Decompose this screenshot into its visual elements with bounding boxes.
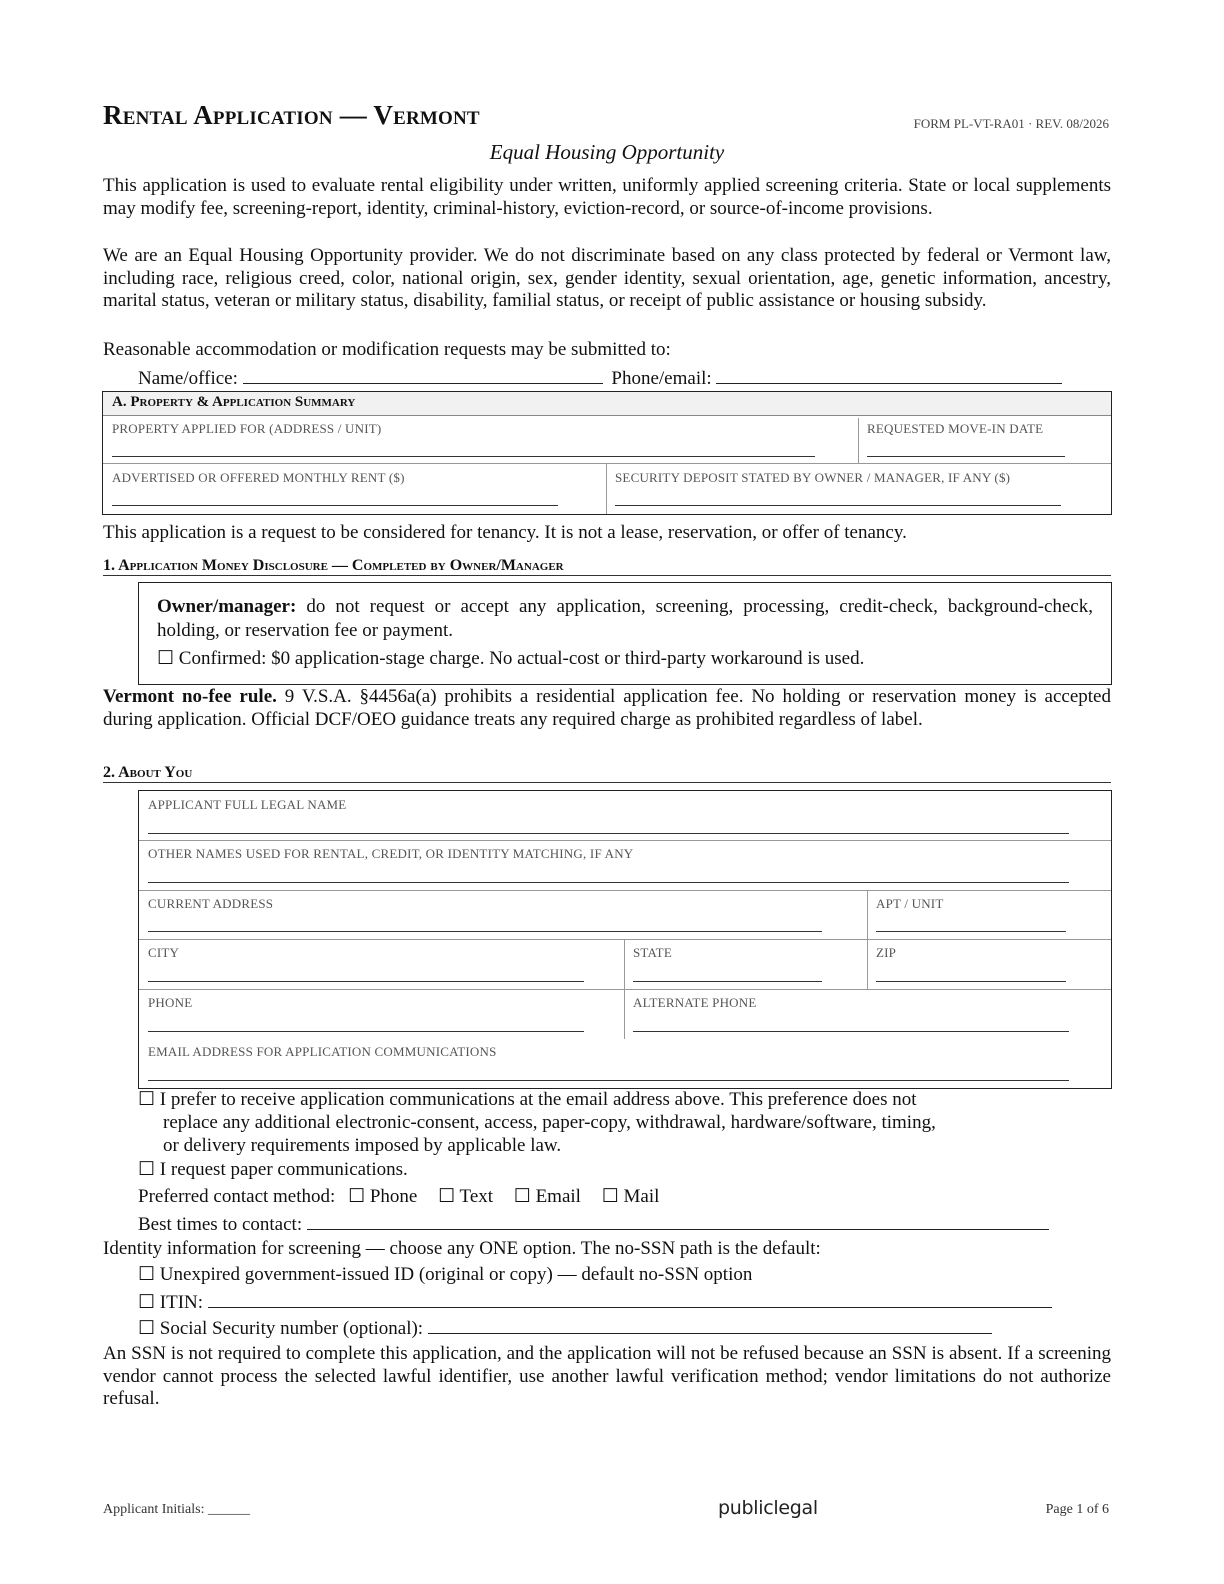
move-in-field[interactable] xyxy=(867,456,1065,457)
about-you-box xyxy=(138,790,1112,1089)
contact-option-mail[interactable]: ☐ Mail xyxy=(601,1186,660,1207)
property-field[interactable] xyxy=(112,456,815,457)
other-names-field[interactable] xyxy=(148,882,1069,883)
contact-method-row xyxy=(138,1186,659,1208)
apt-cell xyxy=(876,896,943,912)
email-label: EMAIL ADDRESS FOR APPLICATION COMMUNICATIONS xyxy=(148,1044,497,1059)
alt-phone-label: ALTERNATE PHONE xyxy=(633,995,757,1010)
full-name-label: APPLICANT FULL LEGAL NAME xyxy=(148,797,347,812)
vermont-rule-text: 9 V.S.A. §4456a(a) prohibits a residential application fee. No holding or reservation money is accepted during application. Official DCF/OEO guidance treats any required charge as prohibited regardless of label. xyxy=(103,686,1111,730)
deposit-label: SECURITY DEPOSIT STATED BY OWNER / MANAGER, IF ANY ($) xyxy=(615,470,1011,485)
address-field[interactable] xyxy=(148,931,822,932)
id-option-itin[interactable]: ☐ ITIN: xyxy=(138,1292,204,1313)
contact-option-phone[interactable]: ☐ Phone xyxy=(348,1186,418,1207)
id-option-ssn-row xyxy=(138,1316,992,1340)
city-field[interactable] xyxy=(148,981,584,982)
divider xyxy=(867,890,868,989)
section-a-heading: A. Property & Application Summary xyxy=(103,392,1111,416)
city-cell xyxy=(148,945,179,961)
form-subtitle: Equal Housing Opportunity xyxy=(489,140,725,164)
email-preference-line-3: or delivery requirements imposed by applicable law. xyxy=(163,1135,562,1156)
form-header xyxy=(103,100,1111,140)
phone-field[interactable] xyxy=(148,1031,584,1032)
applicant-initials[interactable]: Applicant Initials: ______ xyxy=(103,1502,250,1517)
owner-disclosure-box xyxy=(138,582,1112,685)
other-names-cell xyxy=(148,846,633,862)
email-preference-line-1: ☐ I prefer to receive application communications at the email address above. This preference does not xyxy=(138,1089,917,1110)
owner-label: Owner/manager: xyxy=(157,596,297,617)
owner-text: do not request or accept any application, screening, processing, credit-check, background-check, holding, or reservation fee or payment. xyxy=(157,596,1093,641)
full-name-field[interactable] xyxy=(148,833,1069,834)
page-number: Page 1 of 6 xyxy=(1045,1502,1109,1517)
phone-email-label: Phone/email: xyxy=(611,368,712,389)
apt-label: APT / UNIT xyxy=(876,896,944,911)
accommodation-contact-row xyxy=(138,366,1062,390)
divider xyxy=(103,463,1111,464)
id-option-ssn[interactable]: ☐ Social Security number (optional): xyxy=(138,1318,424,1339)
paper-communications-checkbox[interactable]: ☐ I request paper communications. xyxy=(138,1159,408,1180)
id-option-government[interactable]: ☐ Unexpired government-issued ID (original or copy) — default no-SSN option xyxy=(138,1264,753,1285)
phone-cell xyxy=(148,995,192,1011)
divider xyxy=(139,840,1111,841)
owner-disclosure-text xyxy=(157,595,1093,643)
divider xyxy=(139,939,1111,940)
rent-field[interactable] xyxy=(112,505,558,506)
contact-option-email[interactable]: ☐ Email xyxy=(513,1186,581,1207)
section-1-heading: 1. Application Money Disclosure — Completed by Owner/Manager xyxy=(103,557,1111,576)
move-in-cell xyxy=(867,421,1043,437)
vermont-rule-label: Vermont no-fee rule. xyxy=(103,686,277,707)
city-label: CITY xyxy=(148,945,180,960)
confirm-checkbox[interactable]: ☐ Confirmed: $0 application-stage charge. No actual-cost or third-party workaround is used. xyxy=(157,648,865,669)
property-summary-box xyxy=(102,391,1112,515)
divider xyxy=(606,463,607,514)
zip-label: ZIP xyxy=(876,945,897,960)
property-cell xyxy=(112,421,381,437)
id-option-itin-row xyxy=(138,1290,1052,1314)
address-cell xyxy=(148,896,273,912)
property-label: PROPERTY APPLIED FOR (ADDRESS / UNIT) xyxy=(112,421,382,436)
name-office-label: Name/office: xyxy=(138,368,238,389)
rent-label: ADVERTISED OR OFFERED MONTHLY RENT ($) xyxy=(112,470,405,485)
rent-cell xyxy=(112,470,405,486)
ssn-field[interactable] xyxy=(428,1316,992,1334)
alt-phone-field[interactable] xyxy=(633,1031,1069,1032)
other-names-label: OTHER NAMES USED FOR RENTAL, CREDIT, OR IDENTITY MATCHING, IF ANY xyxy=(148,846,634,861)
state-label: STATE xyxy=(633,945,672,960)
zip-cell xyxy=(876,945,896,961)
section-2-heading: 2. About You xyxy=(103,764,1111,783)
apt-field[interactable] xyxy=(876,931,1066,932)
state-cell xyxy=(633,945,672,961)
best-times-field[interactable] xyxy=(307,1212,1049,1230)
form-title: Rental Application — Vermont xyxy=(103,100,480,130)
email-preference-line-2: replace any additional electronic-consent, access, paper-copy, withdrawal, hardware/software, timing, xyxy=(163,1112,936,1133)
divider xyxy=(139,890,1111,891)
full-name-cell xyxy=(148,797,346,813)
contact-method-label: Preferred contact method: xyxy=(138,1186,336,1207)
zip-field[interactable] xyxy=(876,981,1066,982)
intro-paragraph-3: Reasonable accommodation or modification requests may be submitted to: xyxy=(103,339,671,360)
intro-paragraph-2: We are an Equal Housing Opportunity provider. We do not discriminate based on any class protected by federal or Vermont law, including race, religious creed, color, national origin, sex, gender identity, sexual orientation, age, genetic information, ancestry, marital status, veteran or military status, disability, familial status, or receipt of public assistance or housing subsidy. xyxy=(103,245,1111,311)
ssn-note: An SSN is not required to complete this application, and the application will not be refused because an SSN is absent. If a screening vendor cannot process the selected lawful identifier, use another lawful verification method; vendor limitations do not authorize refusal. xyxy=(103,1343,1111,1409)
address-label: CURRENT ADDRESS xyxy=(148,896,274,911)
move-in-label: REQUESTED MOVE-IN DATE xyxy=(867,421,1044,436)
phone-email-field[interactable] xyxy=(716,366,1062,384)
tenancy-note: This application is a request to be considered for tenancy. It is not a lease, reservation, or offer of tenancy. xyxy=(103,522,907,543)
itin-field[interactable] xyxy=(208,1290,1052,1308)
alt-phone-cell xyxy=(633,995,757,1011)
intro-paragraph-1: This application is used to evaluate rental eligibility under written, uniformly applied screening criteria. State or local supplements may modify fee, screening-report, identity, criminal-history, eviction-record, or source-of-income provisions. xyxy=(103,175,1111,219)
divider xyxy=(139,989,1111,990)
contact-option-text[interactable]: ☐ Text xyxy=(438,1186,494,1207)
name-office-field[interactable] xyxy=(243,366,603,384)
best-times-label: Best times to contact: xyxy=(138,1214,303,1235)
divider xyxy=(624,939,625,1039)
deposit-cell xyxy=(615,470,1010,486)
deposit-field[interactable] xyxy=(615,505,1061,506)
vermont-rule xyxy=(103,686,1111,731)
state-field[interactable] xyxy=(633,981,822,982)
divider xyxy=(858,418,859,463)
identity-intro: Identity information for screening — choose any ONE option. The no-SSN path is the default: xyxy=(103,1238,821,1259)
form-number: FORM PL-VT-RA01 · REV. 08/2026 xyxy=(913,116,1109,131)
publiclegal-logo: publiclegal xyxy=(718,1497,818,1519)
email-field[interactable] xyxy=(148,1080,1069,1081)
best-times-row xyxy=(138,1212,1049,1236)
email-preference-checkbox[interactable] xyxy=(138,1089,936,1157)
phone-label: PHONE xyxy=(148,995,193,1010)
email-cell xyxy=(148,1044,497,1060)
